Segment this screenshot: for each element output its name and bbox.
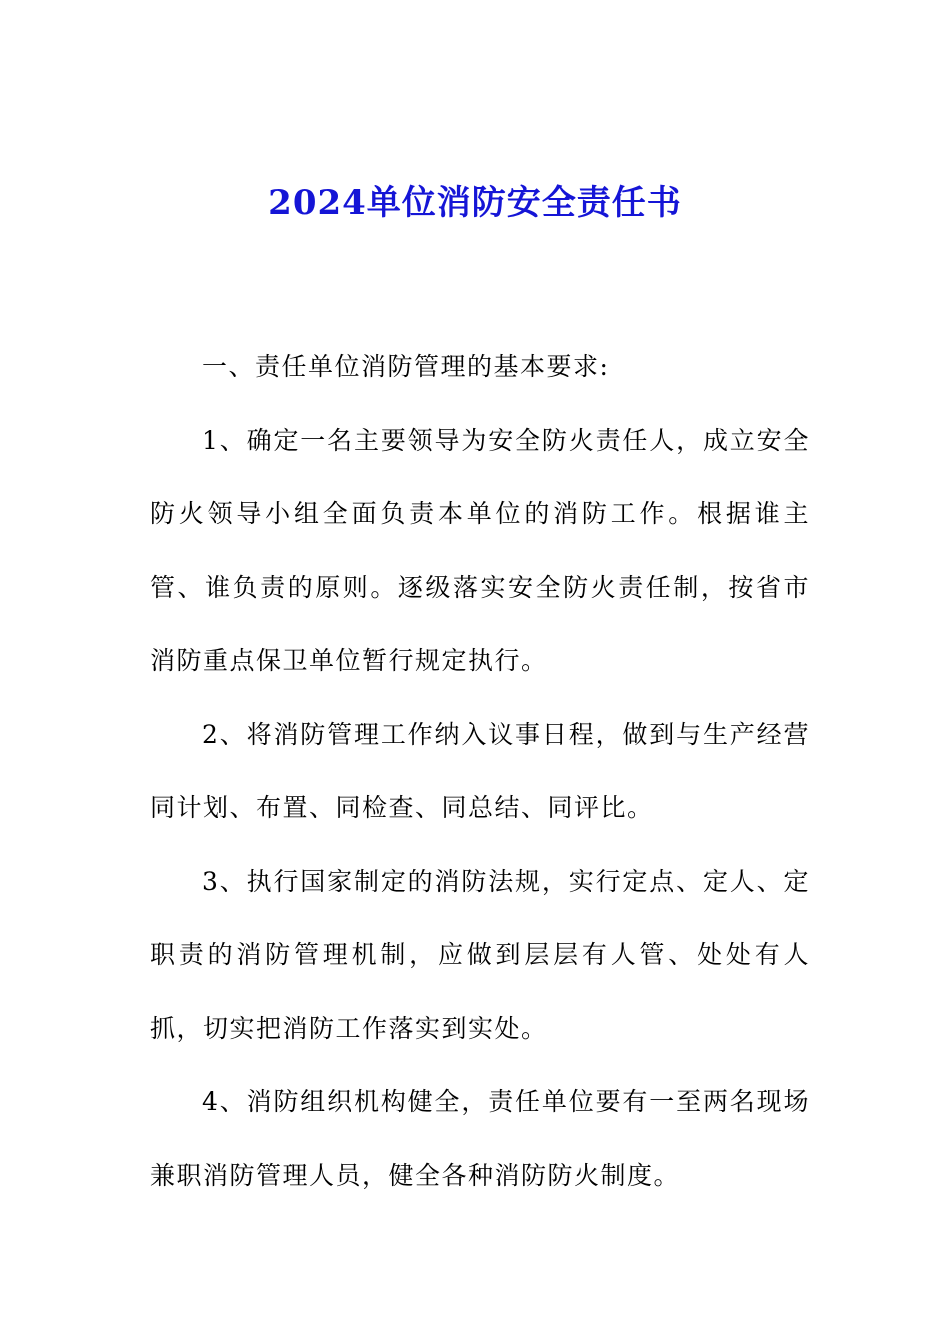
document-title: 2024单位消防安全责任书 — [268, 183, 682, 223]
clause-1-paragraph: 1、确定一名主要领导为安全防火责任人，成立安全防火领导小组全面负责本单位的消防工作。根据谁主管、谁负责的原则。逐级落实安全防火责任制，按省市消防重点保卫单位暂行规定执行。 — [150, 425, 810, 675]
clause-4-paragraph: 4、消防组织机构健全，责任单位要有一至两名现场兼职消防管理人员，健全各种消防防火制度。 — [150, 1087, 810, 1190]
clause-3-paragraph: 3、执行国家制定的消防法规，实行定点、定人、定职责的消防管理机制，应做到层层有人管、处处有人抓，切实把消防工作落实到实处。 — [150, 866, 810, 1043]
section-heading: 一、责任单位消防管理的基本要求: — [202, 352, 610, 381]
clause-2-paragraph: 2、将消防管理工作纳入议事日程，做到与生产经营同计划、布置、同检查、同总结、同评比。 — [150, 719, 810, 822]
document-body — [150, 330, 810, 1212]
